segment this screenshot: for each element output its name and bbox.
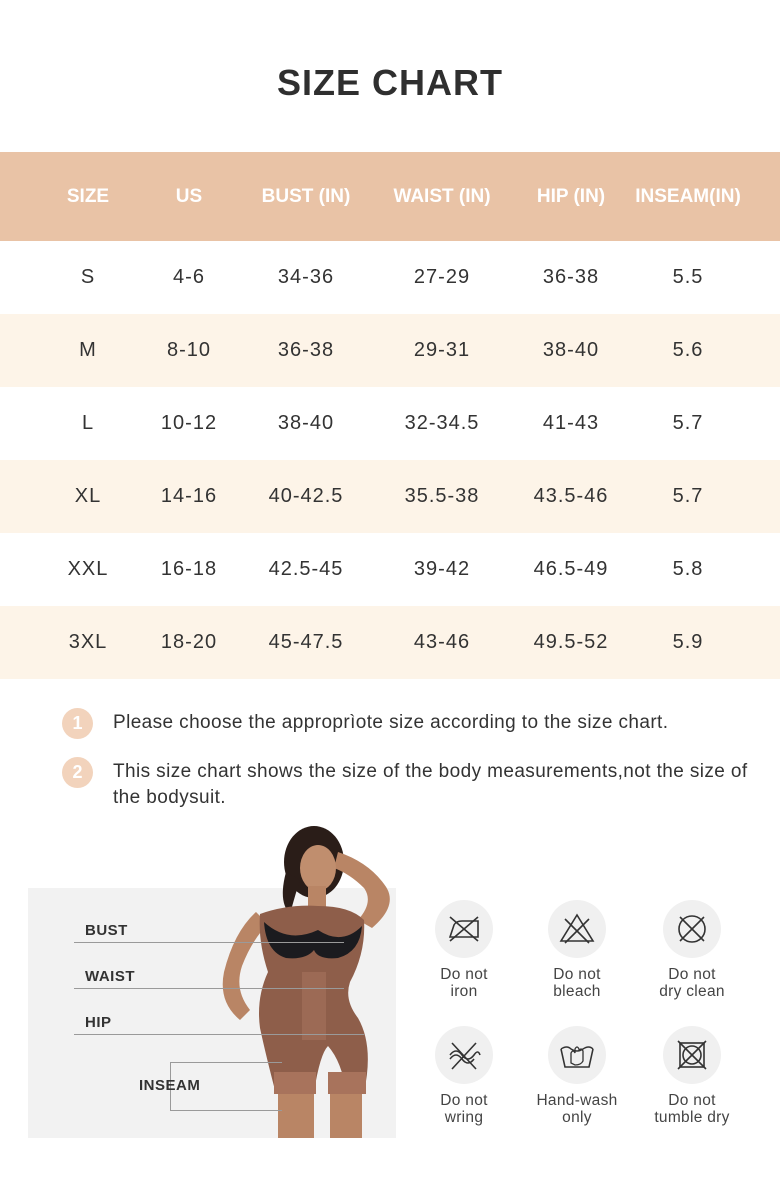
note-number-badge: 1 xyxy=(62,708,93,739)
care-label: Do not bleach xyxy=(553,966,601,1000)
cell-us: 14-16 xyxy=(160,485,218,507)
bust-line xyxy=(74,942,344,943)
hand-wash-icon xyxy=(548,1026,606,1084)
care-item-no-dry-clean xyxy=(632,900,752,1000)
cell-waist: 27-29 xyxy=(413,266,471,288)
table-row xyxy=(0,533,780,606)
care-label: Do not iron xyxy=(440,966,488,1000)
cell-us: 4-6 xyxy=(173,266,205,288)
cell-waist: 39-42 xyxy=(413,558,471,580)
waist-label: WAIST xyxy=(85,968,135,985)
cell-inseam: 5.9 xyxy=(672,631,704,653)
cell-bust: 38-40 xyxy=(277,412,335,434)
table-row xyxy=(0,460,780,533)
cell-us: 8-10 xyxy=(166,339,212,361)
cell-hip: 43.5-46 xyxy=(533,485,609,507)
inseam-top-line xyxy=(170,1062,282,1063)
header-inseam: INSEAM(IN) xyxy=(635,185,741,207)
table-row xyxy=(0,606,780,679)
cell-hip: 46.5-49 xyxy=(533,558,609,580)
cell-size: S xyxy=(80,266,96,288)
cell-size: L xyxy=(81,412,95,434)
cell-us: 16-18 xyxy=(160,558,218,580)
bust-label: BUST xyxy=(85,922,128,939)
note-text: Please choose the approprìote size according to the size chart. xyxy=(113,712,669,733)
cell-inseam: 5.6 xyxy=(672,339,704,361)
no-iron-icon xyxy=(435,900,493,958)
hip-line xyxy=(74,1034,364,1035)
note-item xyxy=(62,757,762,811)
cell-size: M xyxy=(79,339,97,361)
cell-hip: 41-43 xyxy=(542,412,600,434)
cell-hip: 49.5-52 xyxy=(533,631,609,653)
inseam-bottom-line xyxy=(170,1110,282,1111)
cell-hip: 38-40 xyxy=(542,339,600,361)
cell-waist: 29-31 xyxy=(413,339,471,361)
care-item-hand-wash xyxy=(517,1026,637,1126)
waist-line xyxy=(74,988,344,989)
cell-inseam: 5.8 xyxy=(672,558,704,580)
note-item xyxy=(62,708,762,739)
cell-us: 18-20 xyxy=(160,631,218,653)
care-item-no-wring xyxy=(404,1026,524,1126)
note-number-badge: 2 xyxy=(62,757,93,788)
cell-hip: 36-38 xyxy=(542,266,600,288)
page-title: SIZE CHART xyxy=(277,62,503,103)
care-item-no-tumble-dry xyxy=(632,1026,752,1126)
inseam-label: INSEAM xyxy=(139,1077,201,1094)
model-photo xyxy=(28,822,396,1138)
header-us: US xyxy=(175,185,203,207)
table-row xyxy=(0,314,780,387)
table-row xyxy=(0,241,780,314)
cell-bust: 42.5-45 xyxy=(268,558,344,580)
table-row xyxy=(0,387,780,460)
cell-bust: 45-47.5 xyxy=(268,631,344,653)
header-bust: BUST (IN) xyxy=(261,185,351,207)
care-label: Do not wring xyxy=(440,1092,488,1126)
header-waist: WAIST (IN) xyxy=(393,185,491,207)
table-header xyxy=(0,152,780,241)
size-table xyxy=(0,152,780,679)
cell-waist: 35.5-38 xyxy=(404,485,480,507)
cell-waist: 43-46 xyxy=(413,631,471,653)
no-tumble-dry-icon xyxy=(663,1026,721,1084)
cell-size: XXL xyxy=(67,558,109,580)
hip-label: HIP xyxy=(85,1014,112,1031)
cell-bust: 34-36 xyxy=(277,266,335,288)
cell-waist: 32-34.5 xyxy=(404,412,480,434)
cell-bust: 36-38 xyxy=(277,339,335,361)
header-hip: HIP (IN) xyxy=(536,185,606,207)
cell-us: 10-12 xyxy=(160,412,218,434)
no-bleach-icon xyxy=(548,900,606,958)
care-label: Hand-wash only xyxy=(536,1092,618,1126)
header-size: SIZE xyxy=(66,185,110,207)
care-item-no-bleach xyxy=(517,900,637,1000)
cell-size: XL xyxy=(74,485,102,507)
cell-inseam: 5.5 xyxy=(672,266,704,288)
cell-inseam: 5.7 xyxy=(672,485,704,507)
care-item-no-iron xyxy=(404,900,524,1000)
notes-list xyxy=(62,708,762,829)
care-label: Do not tumble dry xyxy=(654,1092,730,1126)
note-text: This size chart shows the size of the body measurements,not the size of the bodysuit. xyxy=(113,761,748,808)
measurement-figure xyxy=(28,822,396,1138)
cell-inseam: 5.7 xyxy=(672,412,704,434)
no-dry-clean-icon xyxy=(663,900,721,958)
cell-size: 3XL xyxy=(68,631,108,653)
care-label: Do not dry clean xyxy=(659,966,725,1000)
cell-bust: 40-42.5 xyxy=(268,485,344,507)
no-wring-icon xyxy=(435,1026,493,1084)
